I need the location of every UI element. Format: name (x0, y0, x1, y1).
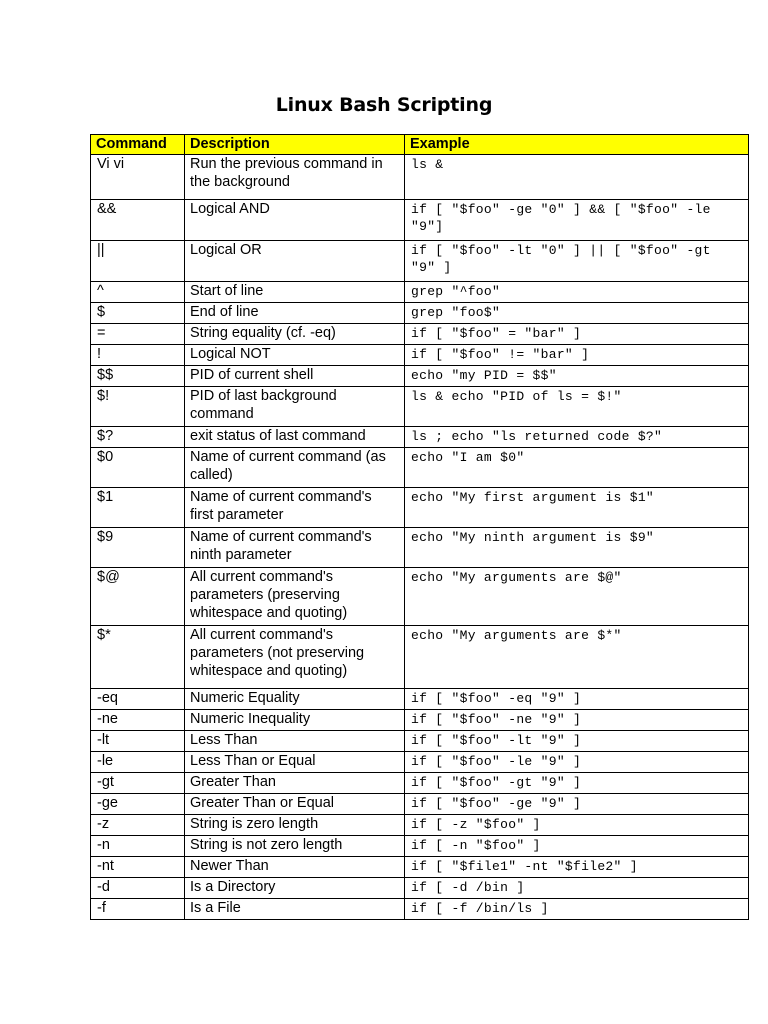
table-row (91, 836, 749, 857)
description-cell: All current command's parameters (not preserving whitespace and quoting) (185, 626, 405, 689)
example-cell: echo "my PID = $$" (405, 366, 749, 387)
example-cell: ls & echo "PID of ls = $!" (405, 387, 749, 427)
table-row (91, 155, 749, 200)
command-cell: -gt (91, 773, 185, 794)
example-cell: if [ -d /bin ] (405, 878, 749, 899)
table-row (91, 427, 749, 448)
table-row (91, 528, 749, 568)
table-row (91, 731, 749, 752)
table-row (91, 303, 749, 324)
description-cell: Numeric Inequality (185, 710, 405, 731)
example-cell: if [ "$foo" -ne "9" ] (405, 710, 749, 731)
description-cell: Logical OR (185, 241, 405, 282)
example-cell: if [ "$foo" != "bar" ] (405, 345, 749, 366)
example-cell: if [ "$file1" -nt "$file2" ] (405, 857, 749, 878)
description-cell: Newer Than (185, 857, 405, 878)
example-cell: echo "I am $0" (405, 448, 749, 488)
command-cell: -d (91, 878, 185, 899)
command-cell: $? (91, 427, 185, 448)
column-header-command: Command (91, 135, 185, 155)
table-row (91, 710, 749, 731)
command-cell: ^ (91, 282, 185, 303)
description-cell: All current command's parameters (preserving whitespace and quoting) (185, 568, 405, 626)
description-cell: exit status of last command (185, 427, 405, 448)
description-cell: PID of current shell (185, 366, 405, 387)
description-cell: Logical AND (185, 200, 405, 241)
command-cell: $1 (91, 488, 185, 528)
command-cell: = (91, 324, 185, 345)
example-cell: if [ "$foo" -ge "0" ] && [ "$foo" -le "9"] (405, 200, 749, 241)
example-cell: if [ "$foo" -eq "9" ] (405, 689, 749, 710)
description-cell: Run the previous command in the background (185, 155, 405, 200)
example-cell: if [ "$foo" -ge "9" ] (405, 794, 749, 815)
example-cell: grep "foo$" (405, 303, 749, 324)
column-header-example: Example (405, 135, 749, 155)
example-cell: ls ; echo "ls returned code $?" (405, 427, 749, 448)
example-cell: if [ "$foo" -lt "0" ] || [ "$foo" -gt "9" ] (405, 241, 749, 282)
example-cell: echo "My first argument is $1" (405, 488, 749, 528)
table-row (91, 282, 749, 303)
example-cell: if [ -z "$foo" ] (405, 815, 749, 836)
page-title: Linux Bash Scripting (275, 94, 493, 116)
command-cell: || (91, 241, 185, 282)
description-cell: Start of line (185, 282, 405, 303)
header-row (91, 135, 749, 155)
description-cell: Name of current command's first parameter (185, 488, 405, 528)
example-cell: grep "^foo" (405, 282, 749, 303)
description-cell: String is zero length (185, 815, 405, 836)
table-row (91, 794, 749, 815)
table-row (91, 773, 749, 794)
example-cell: echo "My ninth argument is $9" (405, 528, 749, 568)
table-row (91, 241, 749, 282)
command-cell: -z (91, 815, 185, 836)
command-cell: $9 (91, 528, 185, 568)
example-cell: if [ "$foo" = "bar" ] (405, 324, 749, 345)
command-cell: -ge (91, 794, 185, 815)
example-cell: if [ "$foo" -le "9" ] (405, 752, 749, 773)
description-cell: PID of last background command (185, 387, 405, 427)
command-cell: -n (91, 836, 185, 857)
command-cell: && (91, 200, 185, 241)
description-cell: String equality (cf. -eq) (185, 324, 405, 345)
table-row (91, 366, 749, 387)
command-cell: -ne (91, 710, 185, 731)
example-cell: if [ -f /bin/ls ] (405, 899, 749, 920)
command-cell: -eq (91, 689, 185, 710)
table-row (91, 878, 749, 899)
table-row (91, 345, 749, 366)
description-cell: Name of current command (as called) (185, 448, 405, 488)
command-cell: $@ (91, 568, 185, 626)
example-cell: if [ -n "$foo" ] (405, 836, 749, 857)
table-row (91, 488, 749, 528)
table-row (91, 568, 749, 626)
command-cell: $ (91, 303, 185, 324)
example-cell: ls & (405, 155, 749, 200)
table-row (91, 200, 749, 241)
example-cell: echo "My arguments are $@" (405, 568, 749, 626)
bash-reference-table (90, 134, 749, 920)
description-cell: Numeric Equality (185, 689, 405, 710)
command-cell: ! (91, 345, 185, 366)
command-cell: $* (91, 626, 185, 689)
table-row (91, 815, 749, 836)
table-row (91, 899, 749, 920)
column-header-description: Description (185, 135, 405, 155)
command-cell: $$ (91, 366, 185, 387)
command-cell: Vi vi (91, 155, 185, 200)
command-cell: $! (91, 387, 185, 427)
table-row (91, 387, 749, 427)
command-cell: -nt (91, 857, 185, 878)
description-cell: Less Than or Equal (185, 752, 405, 773)
table-row (91, 448, 749, 488)
table-row (91, 689, 749, 710)
description-cell: Greater Than or Equal (185, 794, 405, 815)
table-row (91, 626, 749, 689)
command-cell: -le (91, 752, 185, 773)
table-row (91, 752, 749, 773)
description-cell: Is a File (185, 899, 405, 920)
description-cell: Greater Than (185, 773, 405, 794)
description-cell: End of line (185, 303, 405, 324)
table-row (91, 324, 749, 345)
command-cell: -f (91, 899, 185, 920)
description-cell: Less Than (185, 731, 405, 752)
description-cell: String is not zero length (185, 836, 405, 857)
command-cell: -lt (91, 731, 185, 752)
command-cell: $0 (91, 448, 185, 488)
description-cell: Logical NOT (185, 345, 405, 366)
description-cell: Is a Directory (185, 878, 405, 899)
example-cell: echo "My arguments are $*" (405, 626, 749, 689)
example-cell: if [ "$foo" -lt "9" ] (405, 731, 749, 752)
table-row (91, 857, 749, 878)
description-cell: Name of current command's ninth parameter (185, 528, 405, 568)
example-cell: if [ "$foo" -gt "9" ] (405, 773, 749, 794)
